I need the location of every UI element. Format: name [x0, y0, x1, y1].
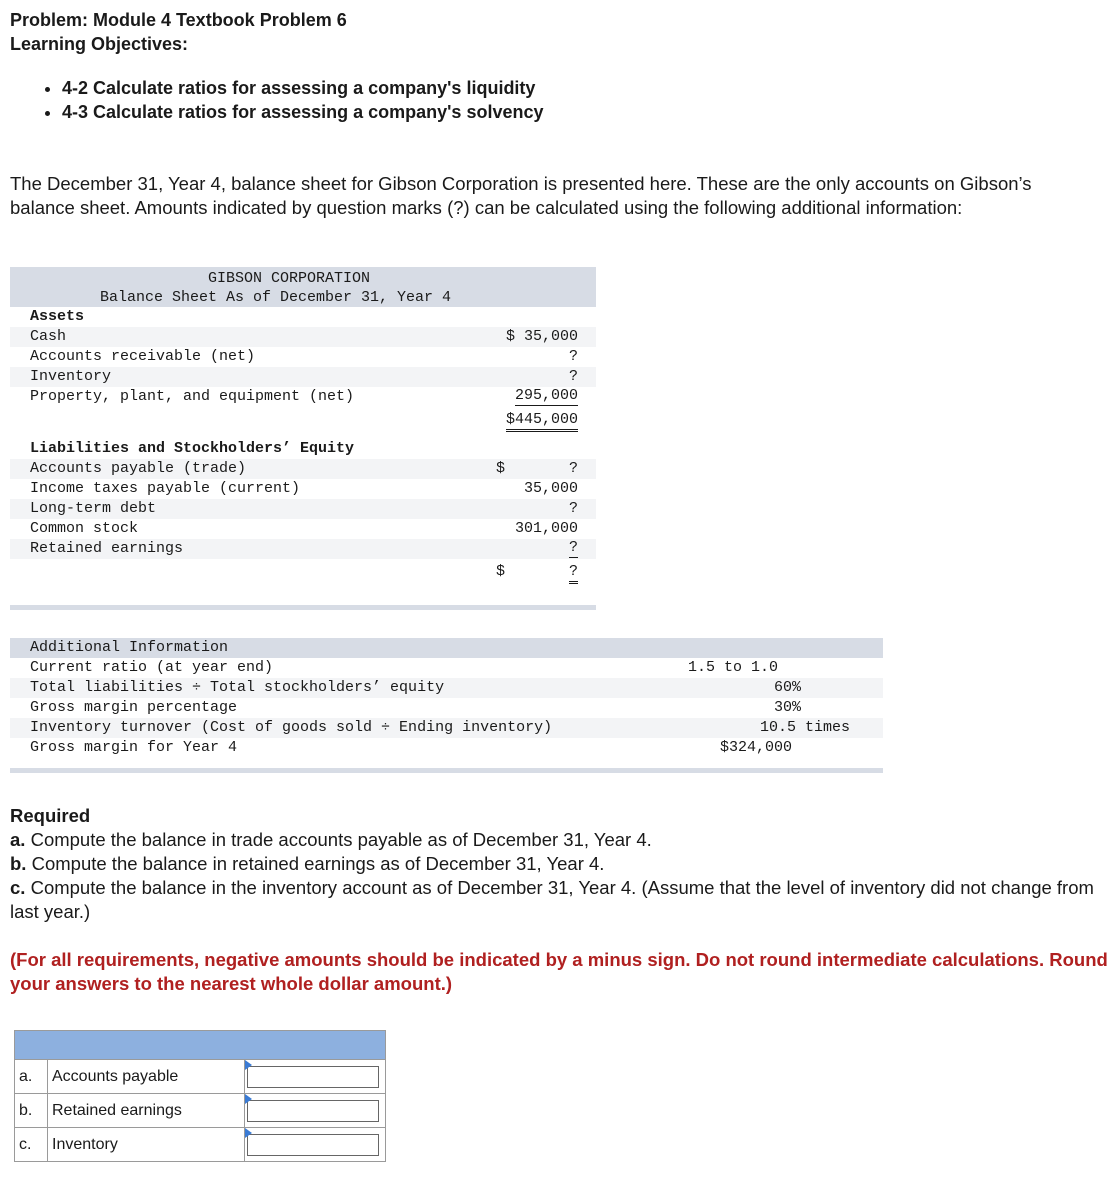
- info-value: 10.5 times: [759, 719, 850, 736]
- problem-title: [10, 8, 1110, 56]
- info-label: Current ratio (at year end): [30, 659, 274, 676]
- liab-row-taxes: [10, 479, 596, 499]
- info-label: Total liabilities ÷ Total stockholders’ equity: [30, 679, 445, 696]
- retained-earnings-input[interactable]: [247, 1100, 379, 1122]
- objectives-list: [10, 76, 1110, 124]
- required-letter: c.: [10, 877, 26, 898]
- objective-item: • 4-2 Calculate ratios for assessing a company's liquidity: [62, 76, 1110, 100]
- liab-heading: Liabilities and Stockholders’ Equity: [30, 440, 355, 457]
- liab-total-row: [10, 559, 596, 585]
- liab-label: Common stock: [30, 520, 139, 537]
- liab-amount: ?: [568, 539, 578, 556]
- liab-total: ?: [569, 563, 578, 584]
- info-value: 30%: [773, 699, 801, 716]
- info-label: Inventory turnover (Cost of goods sold ÷ Ending inventory): [30, 719, 553, 736]
- info-row: [10, 738, 883, 758]
- asset-amount: ?: [568, 348, 578, 365]
- liab-row-payable: [10, 459, 596, 479]
- info-label: Gross margin for Year 4: [30, 739, 238, 756]
- answer-label: Accounts payable: [48, 1060, 245, 1094]
- answer-header-cell: [15, 1031, 386, 1060]
- asset-label: Inventory: [30, 368, 112, 385]
- required-section: [10, 804, 1116, 996]
- balance-sheet-header: [10, 267, 596, 307]
- additional-info-footer-band: [10, 768, 883, 773]
- answer-row: [15, 1128, 386, 1162]
- balance-sheet: [10, 267, 596, 610]
- answer-cell: [245, 1094, 386, 1128]
- answer-row: [15, 1060, 386, 1094]
- balance-sheet-subtitle: Balance Sheet As of December 31, Year 4: [100, 289, 452, 306]
- required-item: [10, 876, 1116, 924]
- asset-label: Property, plant, and equipment (net): [30, 388, 355, 405]
- answer-label: Retained earnings: [48, 1094, 245, 1128]
- answer-table: [14, 1030, 386, 1162]
- objective-item: • 4-3 Calculate ratios for assessing a company's solvency: [62, 100, 1110, 124]
- additional-info: [10, 638, 883, 773]
- input-marker-icon: [245, 1128, 252, 1138]
- info-row: [10, 678, 883, 698]
- asset-label: Accounts receivable (net): [30, 348, 256, 365]
- asset-row-cash: [10, 327, 596, 347]
- asset-amount: $ 35,000: [505, 328, 578, 345]
- balance-sheet-footer-band: [10, 605, 596, 610]
- input-marker-icon: [245, 1094, 252, 1104]
- asset-row-receivable: [10, 347, 596, 367]
- info-label: Gross margin percentage: [30, 699, 238, 716]
- inventory-input[interactable]: [247, 1134, 379, 1156]
- liab-label: Long-term debt: [30, 500, 157, 517]
- asset-amount: 295,000: [514, 387, 578, 404]
- additional-info-header: [10, 638, 883, 658]
- assets-heading: Assets: [30, 308, 85, 325]
- intro-text: The December 31, Year 4, balance sheet for Gibson Corporation is presented here. These are the only accounts on Gibson’s balance sheet. Amounts indicated by question marks (?) can be calculated using the following additional information:: [10, 173, 1032, 218]
- info-value: 60%: [773, 679, 801, 696]
- answer-cell: [245, 1128, 386, 1162]
- info-row: [10, 718, 883, 738]
- liab-amount: ?: [568, 500, 578, 517]
- required-item: [10, 828, 1116, 852]
- required-letter: b.: [10, 853, 27, 874]
- required-item: [10, 852, 1116, 876]
- info-value: $324,000: [719, 739, 792, 756]
- assets-total-row: [10, 407, 596, 433]
- input-marker-icon: [245, 1060, 252, 1070]
- asset-row-ppe: [10, 387, 596, 407]
- answer-table-header: [15, 1031, 386, 1060]
- answer-label: Inventory: [48, 1128, 245, 1162]
- assets-total: $445,000: [506, 411, 578, 432]
- rounding-note: (For all requirements, negative amounts should be indicated by a minus sign. Do not round intermediate calculations. Round your answers to the nearest whole dollar amount.): [10, 949, 1108, 994]
- problem-page: [10, 0, 1110, 1153]
- company-name: GIBSON CORPORATION: [208, 270, 371, 287]
- required-text: Compute the balance in the inventory account as of December 31, Year 4. (Assume that the level of inventory did not change from last year.): [10, 877, 1094, 922]
- required-text: Compute the balance in retained earnings as of December 31, Year 4.: [31, 853, 605, 874]
- answer-letter: b.: [15, 1094, 48, 1128]
- liab-amount: ?: [568, 460, 578, 477]
- liab-row-debt: [10, 499, 596, 519]
- answer-row: [15, 1094, 386, 1128]
- problem-heading: Problem: Module 4 Textbook Problem 6: [10, 10, 347, 30]
- objectives-heading: Learning Objectives:: [10, 34, 189, 54]
- required-text: Compute the balance in trade accounts payable as of December 31, Year 4.: [30, 829, 652, 850]
- answer-letter: a.: [15, 1060, 48, 1094]
- liab-heading-row: [10, 439, 596, 459]
- liab-label: Retained earnings: [30, 540, 184, 557]
- equity-row-common: [10, 519, 596, 539]
- additional-info-heading: Additional Information: [30, 639, 229, 656]
- liab-dollar: $: [496, 460, 506, 477]
- liab-label: Income taxes payable (current): [30, 480, 301, 497]
- info-row: [10, 698, 883, 718]
- equity-row-retained: [10, 539, 596, 559]
- info-value: 1.5 to 1.0: [688, 659, 779, 676]
- required-letter: a.: [10, 829, 26, 850]
- asset-amount: ?: [568, 368, 578, 385]
- answer-cell: [245, 1060, 386, 1094]
- liab-amount: 35,000: [523, 480, 578, 497]
- asset-label: Cash: [30, 328, 67, 345]
- assets-heading-row: [10, 307, 596, 327]
- answer-letter: c.: [15, 1128, 48, 1162]
- accounts-payable-input[interactable]: [247, 1066, 379, 1088]
- info-row: [10, 658, 883, 678]
- liab-amount: 301,000: [514, 520, 578, 537]
- liab-label: Accounts payable (trade): [30, 460, 247, 477]
- required-heading: Required: [10, 805, 91, 826]
- asset-row-inventory: [10, 367, 596, 387]
- liab-total-dollar: $: [496, 563, 506, 580]
